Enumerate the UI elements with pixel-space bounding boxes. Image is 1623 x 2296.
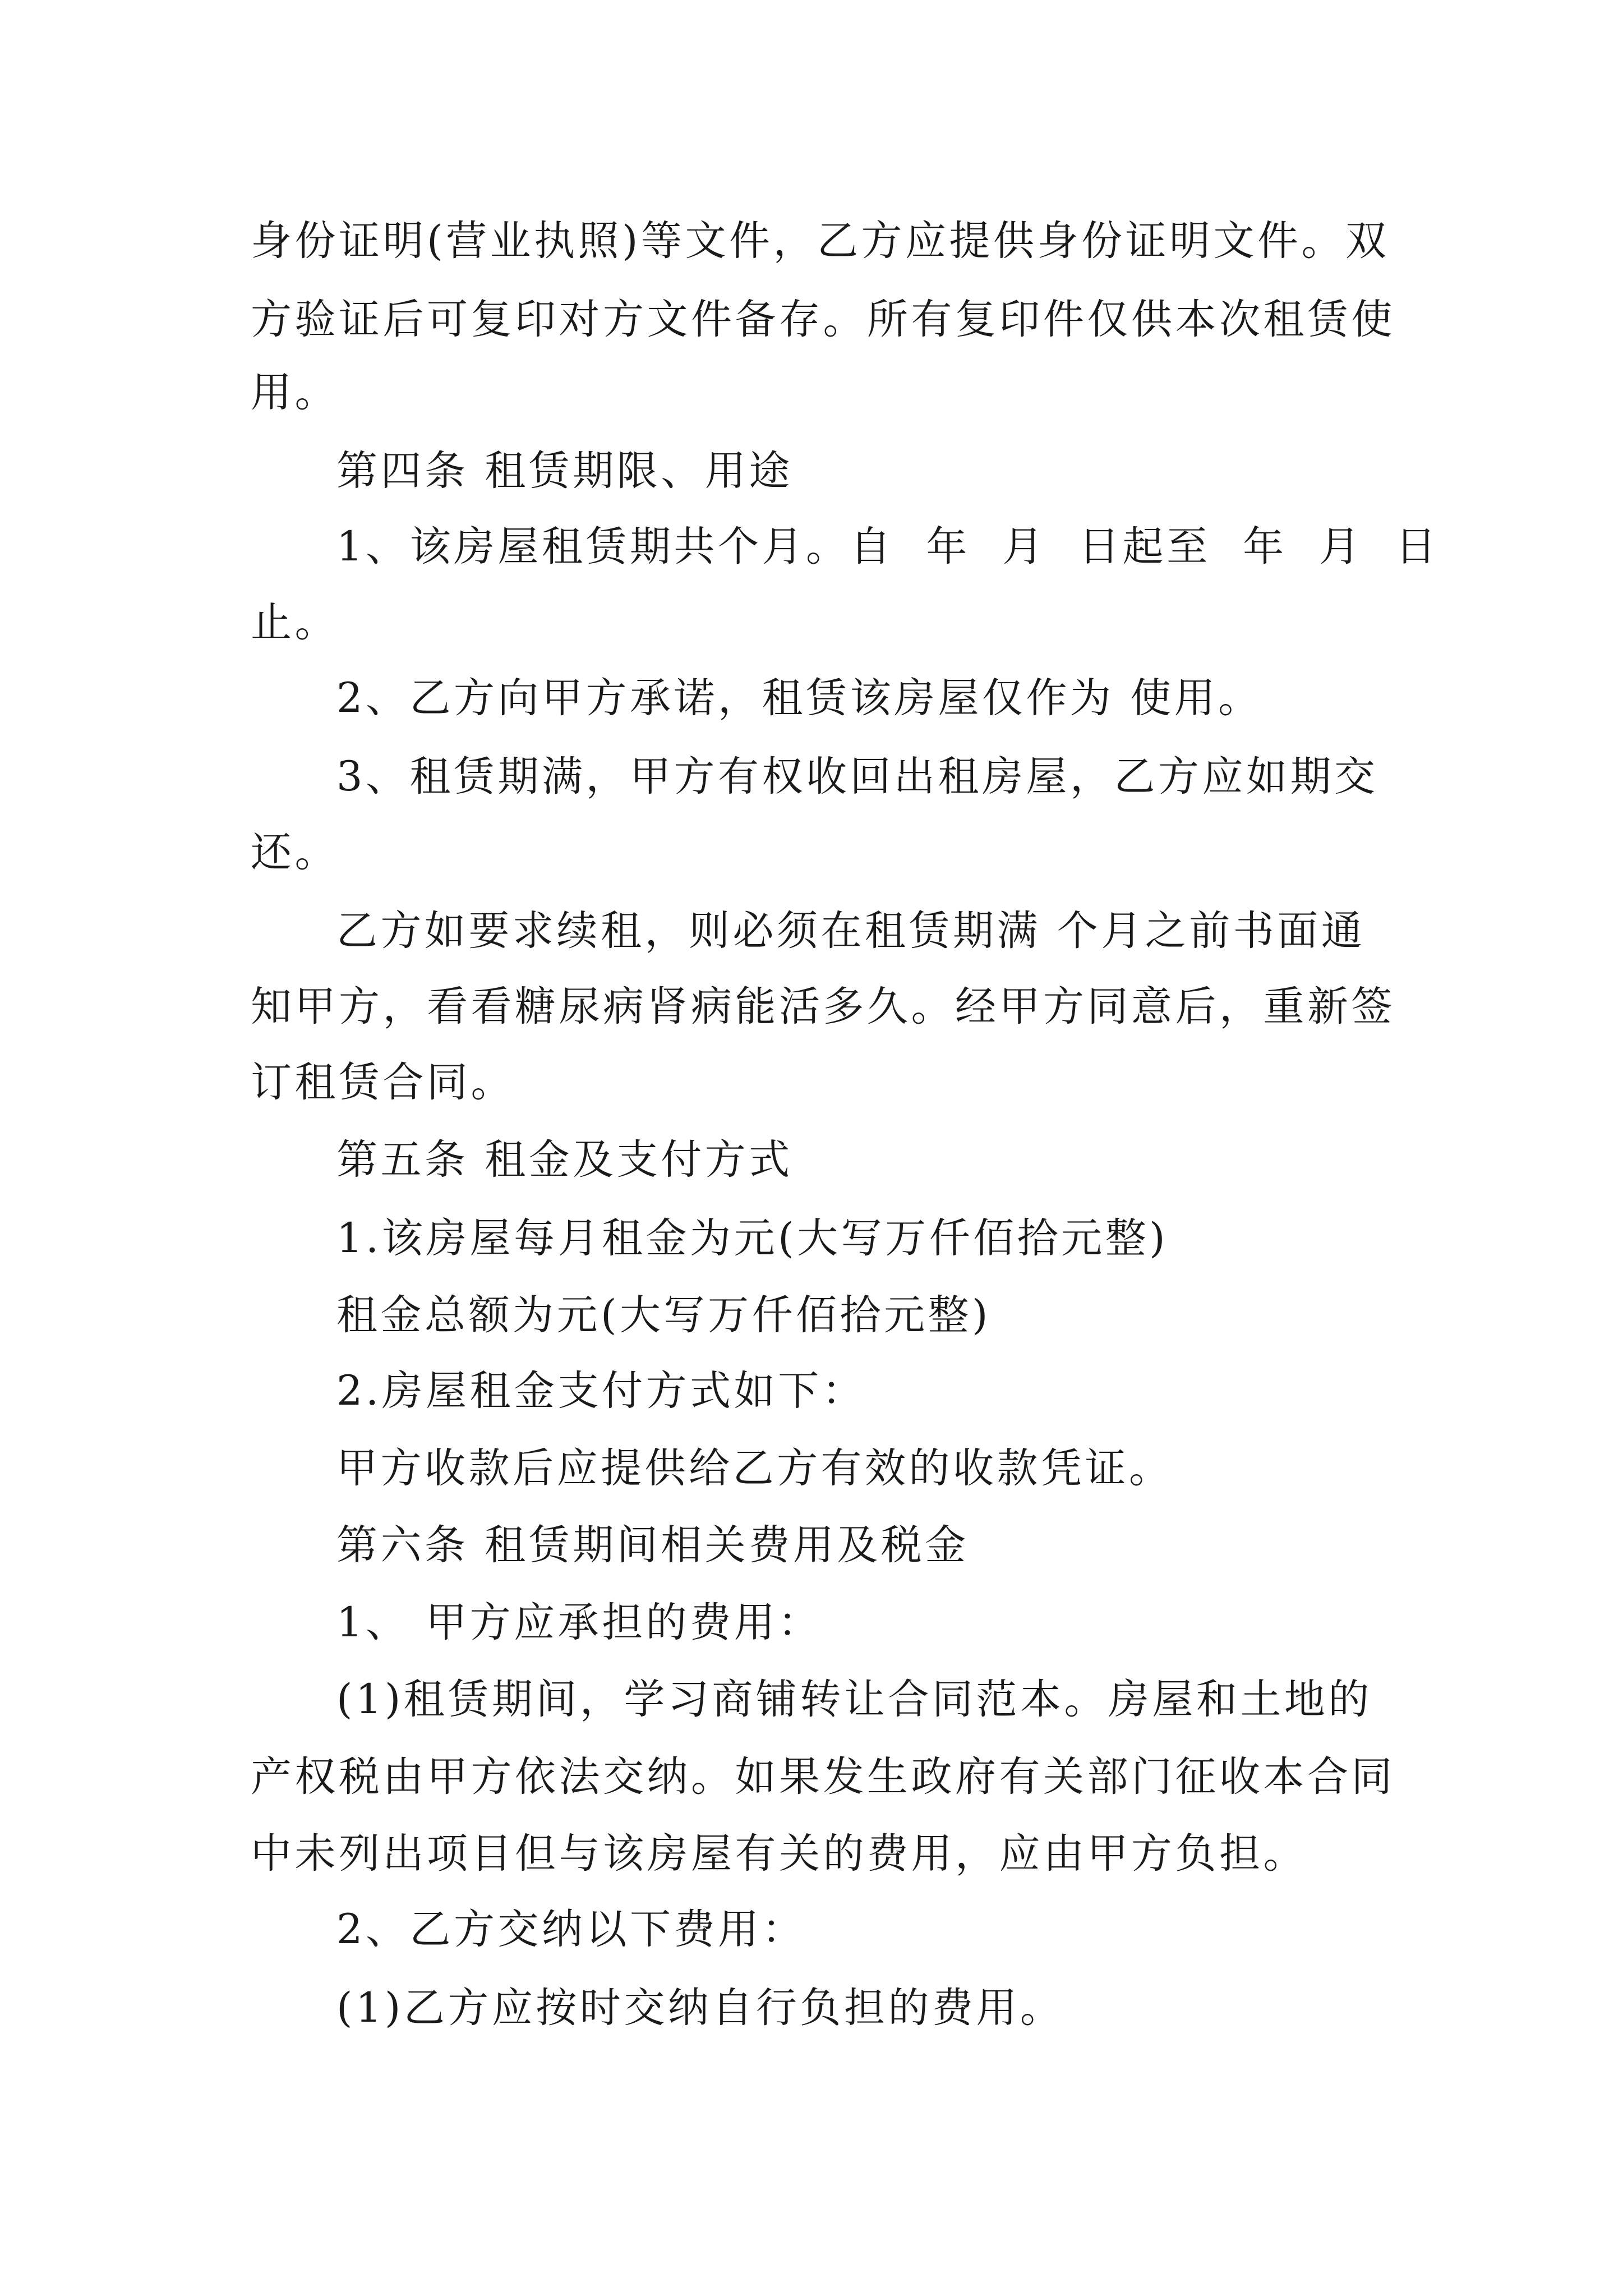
paragraph-line: 3、租赁期满，甲方有权收回出租房屋，乙方应如期交 (336, 753, 1378, 800)
section-heading: 第四条 租赁期限、用途 (336, 447, 793, 495)
section-heading: 第五条 租金及支付方式 (336, 1136, 793, 1184)
paragraph-line: 乙方如要求续租，则必须在租赁期满 个月之前书面通 (336, 907, 1366, 955)
paragraph-line: 知甲方，看看糖尿病肾病能活多久。经甲方同意后，重新签 (251, 983, 1395, 1030)
paragraph-line: 2、乙方交纳以下费用： (336, 1906, 806, 1953)
paragraph-line: 1、该房屋租赁期共个月。自 年 月 日起至 年 月 日 (336, 523, 1440, 570)
paragraph-line: 2、乙方向甲方承诺，租赁该房屋仅作为 使用。 (336, 674, 1262, 722)
section-heading: 第六条 租赁期间相关费用及税金 (336, 1521, 969, 1569)
paragraph-line: 租金总额为元(大写万仟佰拾元整) (336, 1291, 991, 1339)
paragraph-line: 1.该房屋每月租金为元(大写万仟佰拾元整) (336, 1214, 1169, 1262)
paragraph-line: 还。 (251, 829, 339, 876)
paragraph-line: 2.房屋租金支付方式如下： (336, 1367, 866, 1415)
paragraph-line: (1)租赁期间，学习商铺转让合同范本。房屋和土地的 (336, 1676, 1372, 1723)
paragraph-line: 身份证明(营业执照)等文件，乙方应提供身份证明文件。双 (251, 217, 1390, 265)
paragraph-line: 中未列出项目但与该房屋有关的费用，应由甲方负担。 (251, 1830, 1307, 1878)
paragraph-line: 方验证后可复印对方文件备存。所有复印件仅供本次租赁使 (251, 296, 1395, 343)
paragraph-line: 止。 (251, 599, 339, 646)
paragraph-line: 产权税由甲方依法交纳。如果发生政府有关部门征收本合同 (251, 1753, 1395, 1801)
paragraph-line: (1)乙方应按时交纳自行负担的费用。 (336, 1984, 1064, 2032)
paragraph-line: 订租赁合同。 (251, 1059, 515, 1106)
paragraph-line: 1、 甲方应承担的费用： (336, 1599, 822, 1646)
paragraph-line: 用。 (251, 369, 339, 416)
paragraph-line: 甲方收款后应提供给乙方有效的收款凭证。 (336, 1444, 1173, 1492)
